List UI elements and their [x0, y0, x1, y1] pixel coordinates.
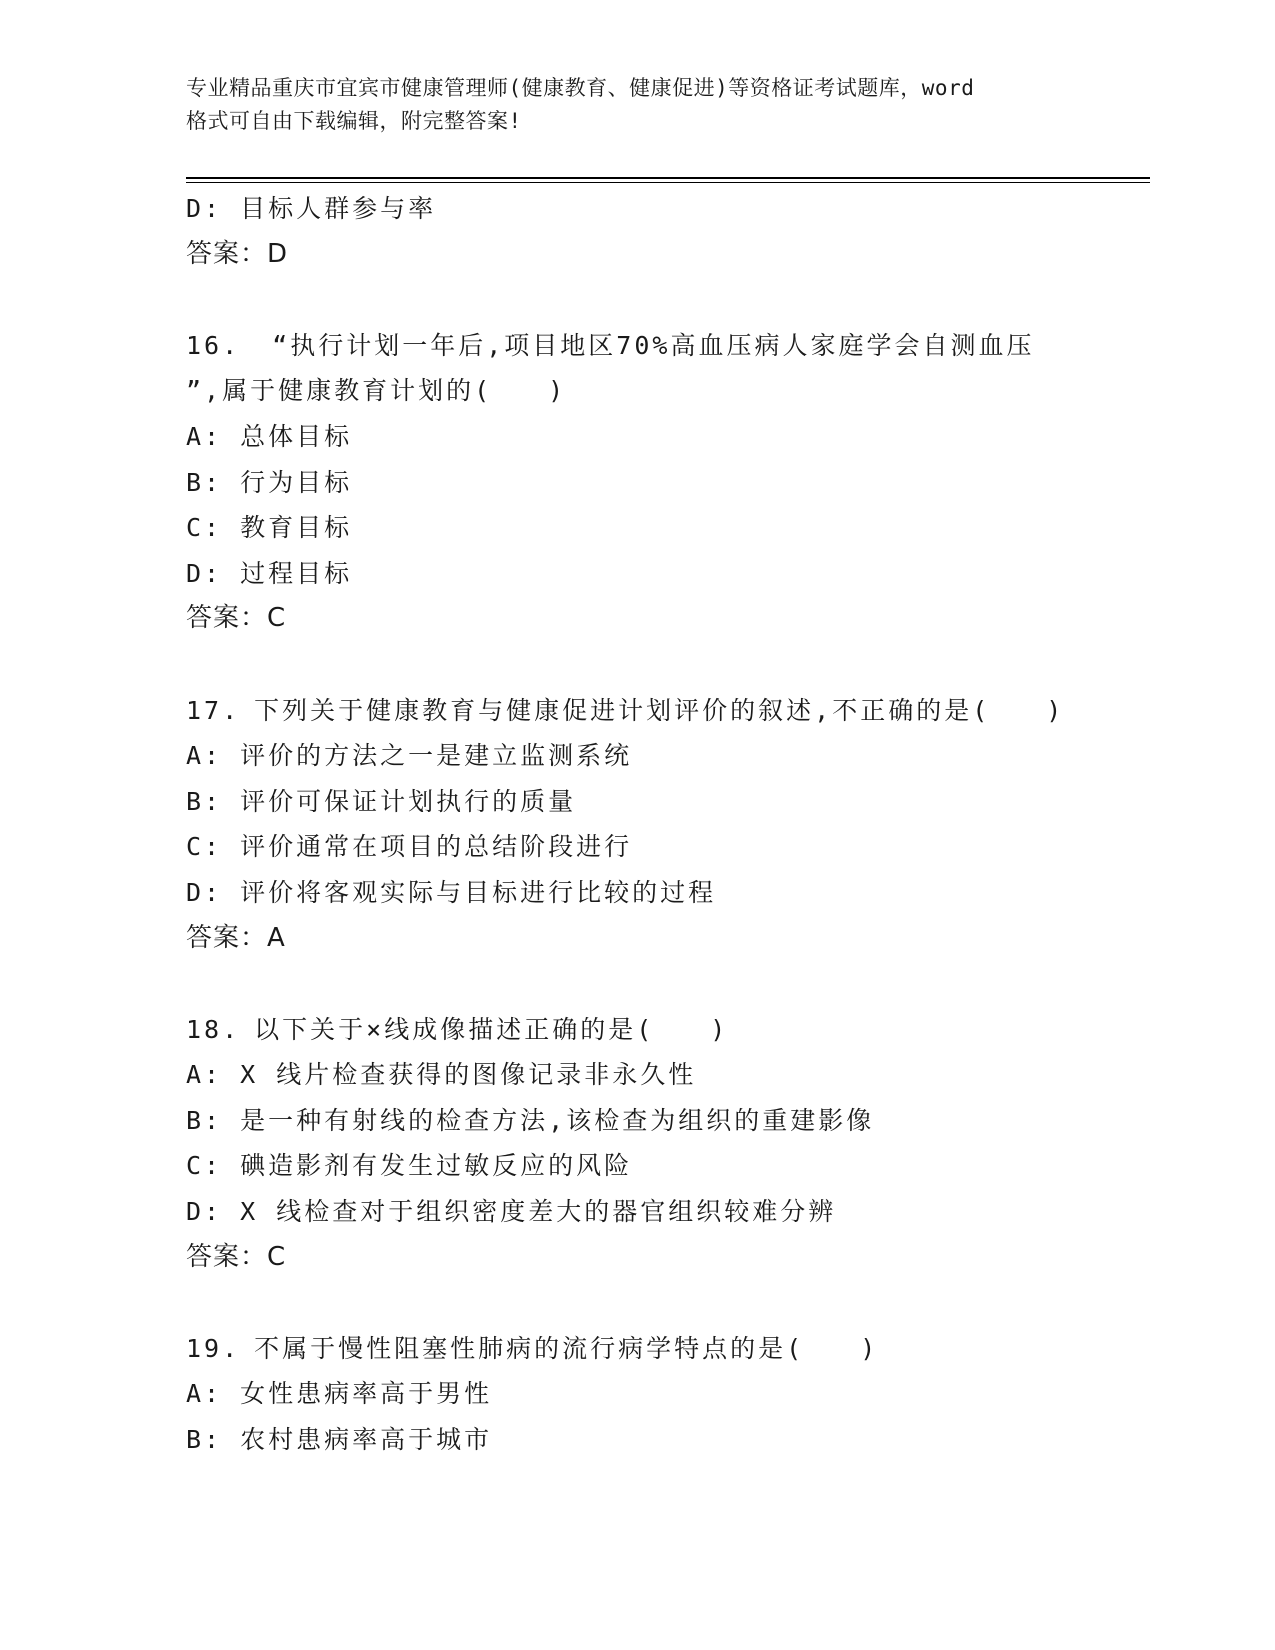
header-line-1: 专业精品重庆市宜宾市健康管理师(健康教育、健康促进)等资格证考试题库，word — [186, 76, 975, 100]
spacer — [186, 1280, 1150, 1326]
question-16-option-c: C: 教育目标 — [186, 513, 353, 543]
question-18-text: 以下关于×线成像描述正确的是( ) — [254, 1014, 729, 1044]
question-16-line-1 — [186, 323, 1150, 369]
question-18-option-a: A: X 线片检查获得的图像记录非永久性 — [186, 1060, 697, 1090]
spacer — [186, 277, 1150, 323]
question-17-option-a: A: 评价的方法之一是建立监测系统 — [186, 741, 633, 771]
document-header — [186, 72, 1086, 138]
question-16-answer: 答案：C — [186, 603, 287, 634]
question-19-option-a: A: 女性患病率高于男性 — [186, 1379, 493, 1409]
question-16-option-d: D: 过程目标 — [186, 558, 353, 588]
question-18-number: 18. — [186, 1014, 241, 1044]
question-17-option-c: C: 评价通常在项目的总结阶段进行 — [186, 832, 633, 862]
header-rule-thin — [186, 182, 1150, 183]
question-18-option-d: D: X 线检查对于组织密度差大的器官组织较难分辨 — [186, 1197, 837, 1227]
question-19-text: 不属于慢性阻塞性肺病的流行病学特点的是( ) — [254, 1333, 879, 1363]
question-18-answer: 答案：C — [186, 1241, 287, 1272]
question-17-option-b: B: 评价可保证计划执行的质量 — [186, 786, 577, 816]
prev-answer: 答案：D — [186, 238, 289, 269]
question-19-number: 19. — [186, 1333, 241, 1363]
question-17-option-d: D: 评价将客观实际与目标进行比较的过程 — [186, 877, 717, 907]
question-16-text-1: “执行计划一年后,项目地区70%高血压病人家庭学会自测血压 — [254, 330, 1035, 360]
question-18-option-c: C: 碘造影剂有发生过敏反应的风险 — [186, 1151, 633, 1181]
question-19-stem — [186, 1326, 1150, 1372]
spacer — [186, 642, 1150, 688]
question-16-number: 16. — [186, 330, 241, 360]
prev-option-d: D: 目标人群参与率 — [186, 194, 437, 223]
question-16-option-b: B: 行为目标 — [186, 467, 353, 497]
question-17-stem — [186, 688, 1150, 734]
question-17-number: 17. — [186, 695, 241, 725]
header-rule-thick — [186, 177, 1150, 179]
question-17-answer: 答案：A — [186, 922, 286, 953]
question-18-option-b: B: 是一种有射线的检查方法,该检查为组织的重建影像 — [186, 1105, 875, 1135]
question-16-line-2: ”,属于健康教育计划的( ) — [186, 376, 567, 406]
question-16-option-a: A: 总体目标 — [186, 421, 353, 451]
question-19-option-b: B: 农村患病率高于城市 — [186, 1425, 493, 1455]
header-line-2: 格式可自由下载编辑，附完整答案! — [186, 109, 522, 133]
spacer — [186, 961, 1150, 1007]
question-17-text: 下列关于健康教育与健康促进计划评价的叙述,不正确的是( ) — [254, 695, 1065, 725]
document-body — [186, 186, 1150, 1463]
question-18-stem — [186, 1007, 1150, 1053]
